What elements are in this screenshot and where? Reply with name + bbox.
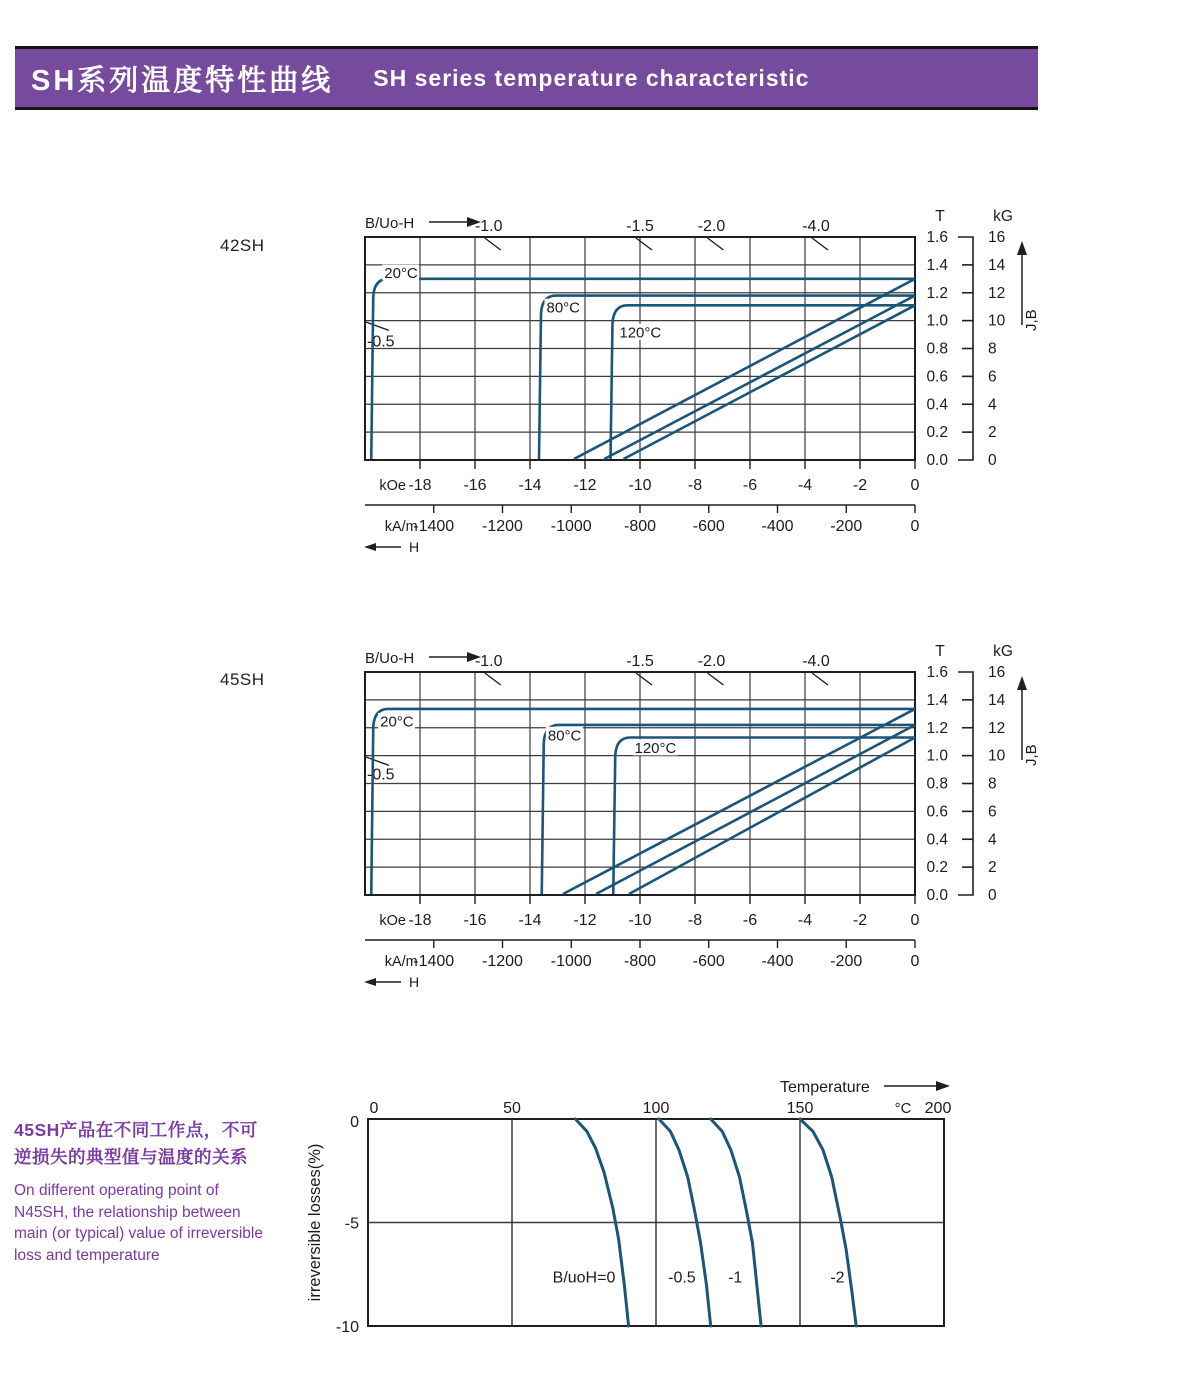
koe-unit-label: kOe: [379, 478, 406, 494]
curve-family-label: B/Uo-H: [365, 650, 415, 667]
load-line-tick: [636, 673, 652, 685]
side-note-zh: [14, 1117, 314, 1170]
koe-tick-label: -18: [408, 912, 432, 929]
side-note-en-line: main (or typical) value of irreversible: [14, 1225, 263, 1243]
kam-tick-label: -1400: [413, 518, 455, 535]
side-note-zh-line: 逆损失的典型值与温度的关系: [14, 1146, 248, 1167]
tesla-tick-label: 0.8: [926, 340, 948, 358]
kam-tick-label: 0: [910, 953, 920, 970]
koe-tick-label: -10: [628, 477, 652, 494]
load-line-tick: [812, 238, 828, 250]
kg-tick-label: 6: [988, 368, 997, 386]
jb-arrow-head: [1017, 241, 1027, 255]
tesla-tick-label: 0.4: [926, 396, 948, 414]
koe-tick-label: -8: [687, 477, 703, 494]
kg-tick-label: 0: [988, 887, 997, 904]
kam-tick-label: -800: [623, 518, 657, 535]
tesla-tick-label: 1.4: [926, 256, 948, 274]
load-line-tick: [708, 238, 724, 250]
koe-tick-label: -10: [628, 912, 652, 929]
load-line-label: -0.5: [367, 766, 395, 784]
x-tick-label: 150: [786, 1100, 814, 1117]
kg-tick-label: 16: [988, 229, 1006, 246]
kg-tick-label: 14: [988, 691, 1006, 709]
load-line-tick: [485, 673, 501, 685]
tesla-tick-label: 1.0: [926, 747, 948, 765]
kg-tick-label: 0: [988, 452, 997, 469]
tesla-tick-label: 0.8: [926, 775, 948, 793]
chart-label-42sh: 42SH: [220, 236, 265, 255]
kg-tick-label: 4: [988, 396, 997, 414]
tesla-tick-label: 1.6: [926, 229, 948, 246]
side-note-en-line: loss and temperature: [14, 1247, 160, 1265]
kg-tick-label: 10: [988, 312, 1006, 330]
load-line-label: -0.5: [367, 333, 395, 351]
kam-tick-label: -1200: [482, 953, 523, 970]
temperature-label: 120°C: [619, 324, 662, 342]
loss-curve-label: B/uoH=0: [552, 1269, 616, 1287]
koe-unit-label: kOe: [379, 913, 406, 929]
curve-family-label: B/Uo-H: [365, 215, 415, 232]
x-axis-title: Temperature: [780, 1079, 870, 1096]
load-line-tick: [812, 673, 828, 685]
load-line-label: -1.0: [474, 218, 503, 235]
J-curve: [542, 725, 915, 894]
right-arrow-head: [936, 1081, 950, 1091]
koe-tick-label: -2: [852, 477, 868, 494]
tesla-unit-label: T: [935, 208, 945, 225]
tesla-tick-label: 1.6: [926, 664, 948, 681]
x-tick-label: 0: [369, 1100, 379, 1117]
kg-tick-label: 12: [988, 284, 1006, 302]
kg-tick-label: 2: [988, 859, 997, 877]
kam-tick-label: -200: [830, 953, 863, 970]
kam-tick-label: -1000: [550, 518, 592, 535]
koe-tick-label: -6: [742, 477, 758, 494]
load-line-label: -2.0: [697, 218, 726, 235]
load-line-tick: [485, 238, 501, 250]
temperature-label: 120°C: [634, 739, 677, 757]
kam-tick-label: -1400: [413, 953, 455, 970]
side-note-en: [14, 1180, 314, 1267]
kam-tick-label: -400: [761, 518, 794, 535]
y-axis-title: irreversible losses(%): [306, 1143, 324, 1302]
kg-tick-label: 16: [988, 664, 1006, 681]
h-arrow-head: [364, 543, 376, 551]
loss-curve-label: -2: [830, 1269, 845, 1287]
tesla-tick-label: 1.2: [926, 719, 948, 737]
kam-tick-label: -800: [623, 953, 657, 970]
tesla-tick-label: 0.6: [926, 368, 948, 386]
jb-arrow-head: [1017, 676, 1027, 690]
tesla-tick-label: 1.0: [926, 312, 948, 330]
kg-tick-label: 14: [988, 256, 1006, 274]
load-line-label: -1.0: [474, 653, 503, 670]
irreversible-losses-chart: [290, 1075, 970, 1375]
header-banner: [15, 46, 1038, 110]
koe-tick-label: -2: [852, 912, 868, 929]
kam-tick-label: -1000: [550, 953, 592, 970]
koe-tick-label: -12: [573, 477, 597, 494]
x-unit-label: °C: [894, 1100, 912, 1117]
tesla-tick-label: 0.2: [926, 424, 948, 442]
side-note-en-line: N45SH, the relationship between: [14, 1203, 241, 1221]
x-tick-label: 100: [642, 1100, 670, 1117]
y-tick-label: 0: [350, 1114, 359, 1131]
kam-unit-label: kA/m: [384, 954, 418, 970]
tesla-unit-label: T: [935, 643, 945, 660]
page-title-en: SH series temperature characteristic: [373, 64, 810, 91]
kg-tick-label: 6: [988, 803, 997, 821]
kam-tick-label: -600: [692, 953, 725, 970]
load-line-label: -1.5: [626, 653, 654, 670]
koe-tick-label: -6: [742, 912, 758, 929]
koe-tick-label: -18: [408, 477, 432, 494]
kg-tick-label: 8: [988, 775, 997, 793]
kg-unit-label: kG: [993, 643, 1013, 660]
koe-tick-label: -4: [797, 477, 813, 494]
kam-tick-label: 0: [910, 518, 920, 535]
koe-tick-label: -8: [687, 912, 703, 929]
y-tick-label: -5: [344, 1215, 359, 1233]
demag-chart-42sh: [340, 195, 1100, 565]
kam-tick-label: -1200: [482, 518, 523, 535]
B-curve: [629, 738, 915, 894]
koe-tick-label: 0: [910, 912, 920, 929]
jb-axis-label: J,B: [1023, 309, 1040, 331]
load-line-tick: [366, 322, 389, 330]
tesla-tick-label: 0.6: [926, 803, 948, 821]
load-line-label: -4.0: [802, 653, 830, 670]
load-line-tick: [708, 673, 724, 685]
tesla-tick-label: 0.0: [926, 887, 948, 904]
tesla-tick-label: 0.2: [926, 859, 948, 877]
demag-chart-45sh: [340, 630, 1100, 1000]
temperature-label: 20°C: [384, 265, 418, 283]
side-note-zh-line: 45SH产品在不同工作点，不可: [14, 1120, 258, 1140]
koe-tick-label: -16: [463, 912, 487, 929]
tesla-tick-label: 0.0: [926, 452, 948, 469]
kg-tick-label: 12: [988, 719, 1006, 737]
y-tick-label: -10: [335, 1319, 359, 1336]
temperature-label: 20°C: [380, 713, 414, 731]
x-tick-label: 200: [924, 1100, 952, 1117]
kg-tick-label: 10: [988, 747, 1006, 765]
kg-tick-label: 8: [988, 340, 997, 358]
x-tick-label: 50: [503, 1100, 521, 1117]
loss-curve-label: -0.5: [668, 1269, 696, 1287]
tesla-tick-label: 0.4: [926, 831, 948, 849]
side-note-en-line: On different operating point of: [14, 1182, 219, 1199]
kam-tick-label: -400: [761, 953, 794, 970]
koe-tick-label: -4: [797, 912, 813, 929]
load-line-tick: [636, 238, 652, 250]
koe-tick-label: 0: [910, 477, 920, 494]
kam-tick-label: -600: [692, 518, 725, 535]
chart-label-45sh: 45SH: [220, 670, 265, 689]
load-line-label: -2.0: [697, 653, 726, 670]
load-line-label: -1.5: [626, 218, 654, 235]
temperature-label: 80°C: [547, 727, 582, 745]
kam-unit-label: kA/m: [384, 519, 418, 535]
page-title-zh: SH系列温度特性曲线: [31, 64, 334, 97]
loss-curve-label: -1: [728, 1269, 743, 1287]
kg-tick-label: 2: [988, 424, 997, 442]
h-axis-label: H: [409, 974, 420, 990]
kam-tick-label: -200: [830, 518, 863, 535]
temperature-label: 80°C: [546, 299, 581, 317]
koe-tick-label: -16: [463, 477, 487, 494]
h-axis-label: H: [409, 539, 420, 555]
tesla-tick-label: 1.4: [926, 691, 948, 709]
load-line-tick: [366, 757, 389, 765]
B-curve: [624, 305, 916, 459]
koe-tick-label: -14: [518, 477, 542, 494]
h-arrow-head: [364, 978, 376, 986]
koe-tick-label: -14: [518, 912, 542, 929]
tesla-tick-label: 1.2: [926, 284, 948, 302]
koe-tick-label: -12: [573, 912, 597, 929]
kg-unit-label: kG: [993, 208, 1013, 225]
kg-tick-label: 4: [988, 831, 997, 849]
jb-axis-label: J,B: [1023, 744, 1040, 766]
load-line-label: -4.0: [802, 218, 830, 235]
